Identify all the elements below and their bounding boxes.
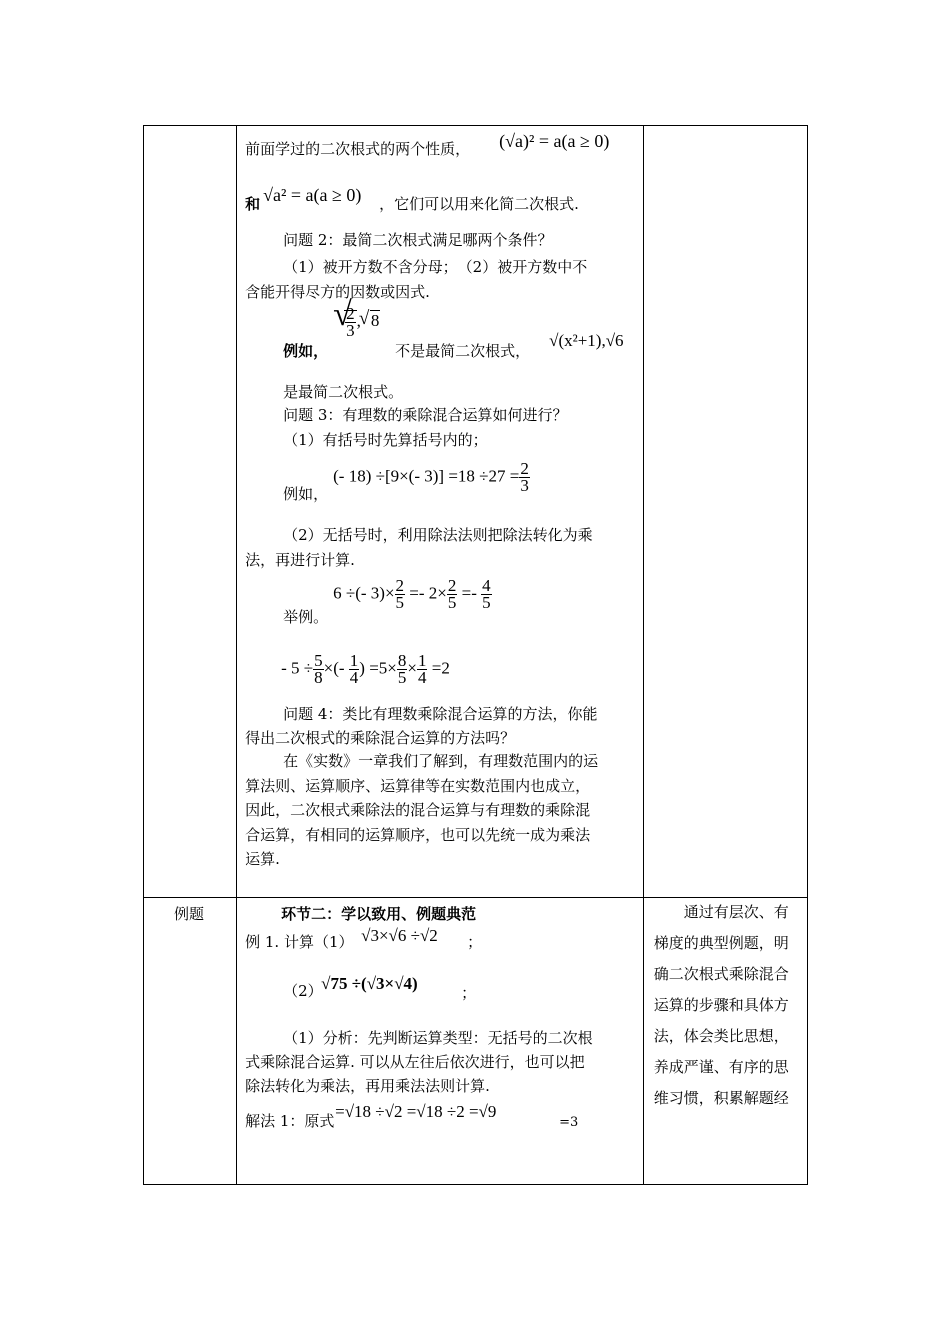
question-4b: 得出二次根式的乘除混合运算的方法吗？ xyxy=(245,729,516,747)
question-3: 问题 3：有理数的乘除混合运算如何进行？ xyxy=(283,406,568,424)
example-2-separator: ； xyxy=(461,984,477,1002)
paragraph-line-2: 算法则、运算顺序、运算律等在实数范围内也成立， xyxy=(245,777,591,795)
question-3-rule-1: （1）有括号时先算括号内的； xyxy=(283,431,488,449)
example-1-expr: (- 18) ÷[9×(- 3)] =18 ÷27 = xyxy=(333,466,520,486)
example-simplest: 是最简二次根式。 xyxy=(283,383,404,401)
example-2-expr: √75 ÷(√3×√4) xyxy=(321,974,418,993)
analysis-line-3: 除法转化为乘法，再用乘法法则计算. xyxy=(245,1077,490,1095)
design-intent-note: 通过有层次、有梯度的典型例题，明确二次根式乘除混合运算的步骤和具体方法，体会类比思想，养成严谨、有序的思维习惯，积累解题经 xyxy=(653,903,789,1107)
stage-label: 例题 xyxy=(174,905,205,923)
stage-label-cell xyxy=(144,898,237,1185)
content-cell xyxy=(237,898,644,1185)
notes-cell xyxy=(643,898,807,1185)
paragraph-line-4: 合运算，有相同的运算顺序，也可以先统一成为乘法 xyxy=(245,826,591,844)
example-2-prefix: （2） xyxy=(283,982,323,1000)
question-3-example-2: 6 ÷(- 3)× $\frac{2}{5}$ =- 2× $\frac{2}{5}$ =- $\frac{4}{5}$ xyxy=(333,576,491,612)
intro-line-1: 前面学过的二次根式的两个性质， xyxy=(245,140,471,158)
content-cell xyxy=(237,126,644,898)
example-1-separator: ； xyxy=(467,933,483,951)
lesson-plan-table xyxy=(143,125,808,1185)
solution-prefix: 解法 1：原式 xyxy=(245,1112,335,1130)
solution-result: =3 xyxy=(559,1115,579,1130)
paragraph-line-5: 运算. xyxy=(245,850,280,868)
table-row xyxy=(144,898,808,1185)
question-4a: 问题 4：类比有理数乘除混合运算的方法，你能 xyxy=(283,705,598,723)
question-2-answer-b: 含能开得尽方的因数或因式. xyxy=(245,283,430,301)
property-formula-2: √a² = a(a ≥ 0) xyxy=(263,185,362,205)
section-title: 环节二：学以致用、例题典范 xyxy=(281,905,477,923)
intro-line-2: ，它们可以用来化简二次根式. xyxy=(379,195,579,213)
example-simplest-expr: √(x²+1),√6 xyxy=(549,331,624,350)
question-3-example-1: (- 18) ÷[9×(- 3)] =18 ÷27 = $\frac{2}{3}$ xyxy=(333,459,529,495)
analysis-line-1: （1）分析：先判断运算类型：无括号的二次根 xyxy=(283,1029,593,1047)
example-1-label: 例如， xyxy=(283,485,329,503)
question-2: 问题 2：最简二次根式满足哪两个条件？ xyxy=(283,231,553,249)
intro-and: 和 xyxy=(245,195,261,213)
question-3-example-3: - 5 ÷ $\frac{5}{8}$ ×(- $\frac{1}{4}$ ) =5× $\frac{8}{5}$ × $\frac{1}{4}$ =2 xyxy=(281,651,450,687)
table-row xyxy=(144,126,808,898)
notes-cell xyxy=(643,126,807,898)
property-formula-1: (√a)² = a(a ≥ 0) xyxy=(499,131,610,151)
question-3-rule-2a: （2）无括号时，利用除法法则把除法转化为乘 xyxy=(283,526,593,544)
example-not-simplest: 不是最简二次根式， xyxy=(395,342,531,360)
question-3-rule-2b: 法，再进行计算. xyxy=(245,551,355,569)
stage-label-cell xyxy=(144,126,237,898)
example-2-label: 举例。 xyxy=(283,608,329,626)
example-1-expr: √3×√6 ÷√2 xyxy=(361,926,438,945)
question-2-answer-a: （1）被开方数不含分母； （2）被开方数中不 xyxy=(283,258,588,276)
example-non-simplest-expr: √ $\frac{2}{3}$ ,√ 8 xyxy=(335,306,380,339)
solution-expr: =√18 ÷√2 =√18 ÷2 =√9 xyxy=(335,1102,497,1121)
example-2-expr: 6 ÷(- 3)× xyxy=(333,583,395,603)
paragraph-line-3: 因此，二次根式乘除法的混合运算与有理数的乘除混 xyxy=(245,801,591,819)
analysis-line-2: 式乘除混合运算. 可以从左往后依次进行，也可以把 xyxy=(245,1053,585,1071)
example-3-expr: - 5 ÷ xyxy=(281,658,314,678)
paragraph-line-1: 在《实数》一章我们了解到，有理数范围内的运 xyxy=(283,752,599,770)
example-prefix: 例如， xyxy=(283,342,329,360)
example-1-prefix: 例 1. 计算（1） xyxy=(245,933,354,951)
